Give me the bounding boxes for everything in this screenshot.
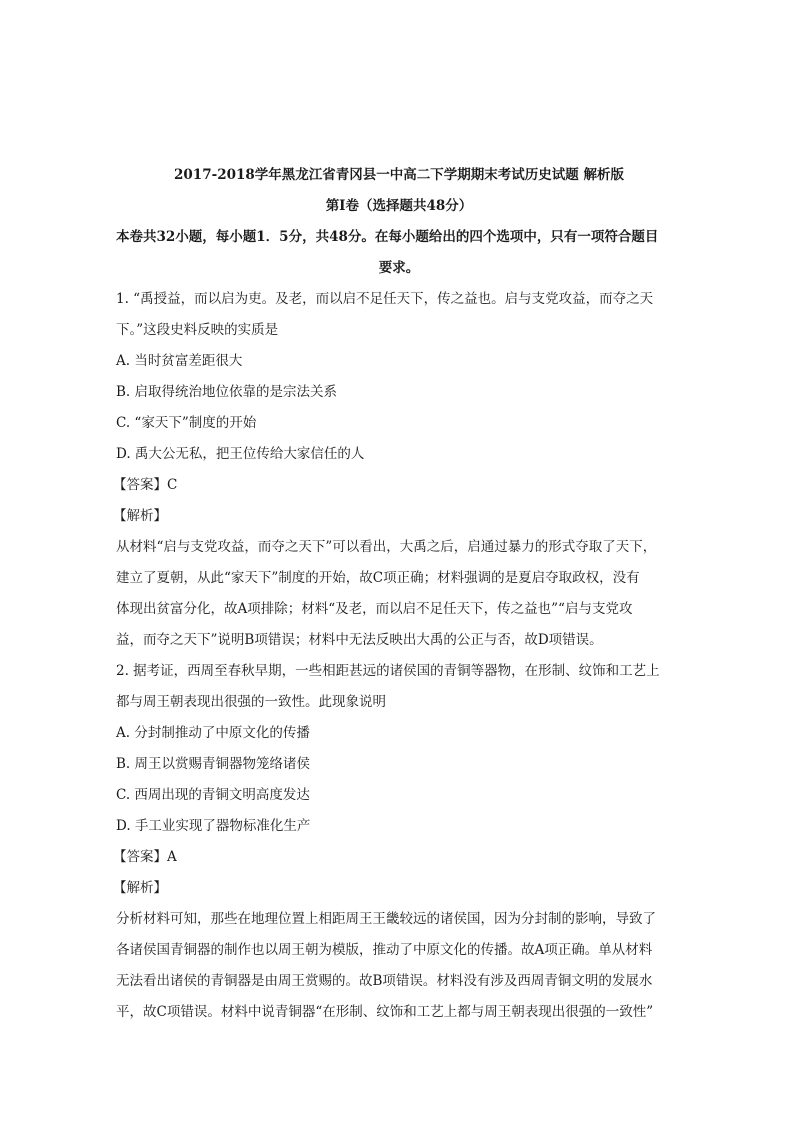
question-stem-line: 1. “禹授益，而以启为吏。及老，而以启不足任天下，传之益也。启与支党攻益，而夺之天 bbox=[116, 291, 654, 307]
analysis-line: 无法看出诸侯的青铜器是由周王赏赐的。故B项错误。材料没有涉及西周青铜文明的发展水 bbox=[116, 973, 653, 989]
option-c: C. 西周出现的青铜文明高度发达 bbox=[116, 787, 310, 803]
analysis-line: 体现出贫富分化，故A项排除；材料“及老，而以启不足任天下，传之益也”“启与支党攻 bbox=[116, 601, 633, 617]
analysis-line: 从材料“启与支党攻益，而夺之天下”可以看出，大禹之后，启通过暴力的形式夺取了天下， bbox=[116, 539, 657, 555]
document-body bbox=[113, 160, 682, 1028]
analysis-line: 益，而夺之天下”说明B项错误；材料中无法反映出大禹的公正与否，故D项错误。 bbox=[116, 632, 603, 648]
analysis-label: 【解析】 bbox=[113, 508, 167, 524]
question-stem-line: 2. 据考证，西周至春秋早期，一些相距甚远的诸侯国的青铜等器物，在形制、纹饰和工艺上 bbox=[116, 663, 660, 679]
analysis-line: 各诸侯国青铜器的制作也以周王朝为模版，推动了中原文化的传播。故A项正确。单从材料 bbox=[116, 942, 653, 958]
option-c: C. “家天下”制度的开始 bbox=[116, 415, 257, 431]
option-b: B. 启取得统治地位依靠的是宗法关系 bbox=[116, 384, 338, 400]
analysis-line: 建立了夏朝，从此“家天下”制度的开始，故C项正确；材料强调的是夏启夺取政权，没有 bbox=[116, 570, 640, 586]
question-stem-line: 下。”这段史料反映的实质是 bbox=[116, 322, 279, 338]
analysis-line: 平，故C项错误。材料中说青铜器“在形制、纹饰和工艺上都与周王朝表现出很强的一致性” bbox=[116, 1004, 654, 1020]
analysis-line: 分析材料可知，那些在地理位置上相距周王王畿较远的诸侯国，因为分封制的影响，导致了 bbox=[116, 911, 656, 927]
instructions-line-2: 要求。 bbox=[378, 260, 420, 276]
option-d: D. 手工业实现了器物标准化生产 bbox=[116, 818, 311, 834]
document-title: 2017-2018学年黑龙江省青冈县一中高二下学期期末考试历史试题 解析版 bbox=[174, 167, 624, 183]
option-a: A. 当时贫富差距很大 bbox=[116, 353, 243, 369]
instructions-line-1: 本卷共32小题，每小题1．5分，共48分。在每小题给出的四个选项中，只有一项符合题目 bbox=[116, 229, 659, 245]
option-b: B. 周王以赏赐青铜器物笼络诸侯 bbox=[116, 756, 311, 772]
question-2 bbox=[113, 656, 682, 1028]
analysis-label: 【解析】 bbox=[113, 880, 167, 896]
section-heading: 第Ⅰ卷（选择题共48分） bbox=[325, 198, 473, 214]
option-d: D. 禹大公无私，把王位传给大家信任的人 bbox=[116, 446, 365, 462]
option-a: A. 分封制推动了中原文化的传播 bbox=[116, 725, 310, 741]
answer-label: 【答案】C bbox=[113, 477, 178, 493]
answer-label: 【答案】A bbox=[113, 849, 177, 865]
section-instructions bbox=[116, 222, 682, 284]
question-stem-line: 都与周王朝表现出很强的一致性。此现象说明 bbox=[116, 694, 386, 710]
question-1 bbox=[113, 284, 682, 656]
